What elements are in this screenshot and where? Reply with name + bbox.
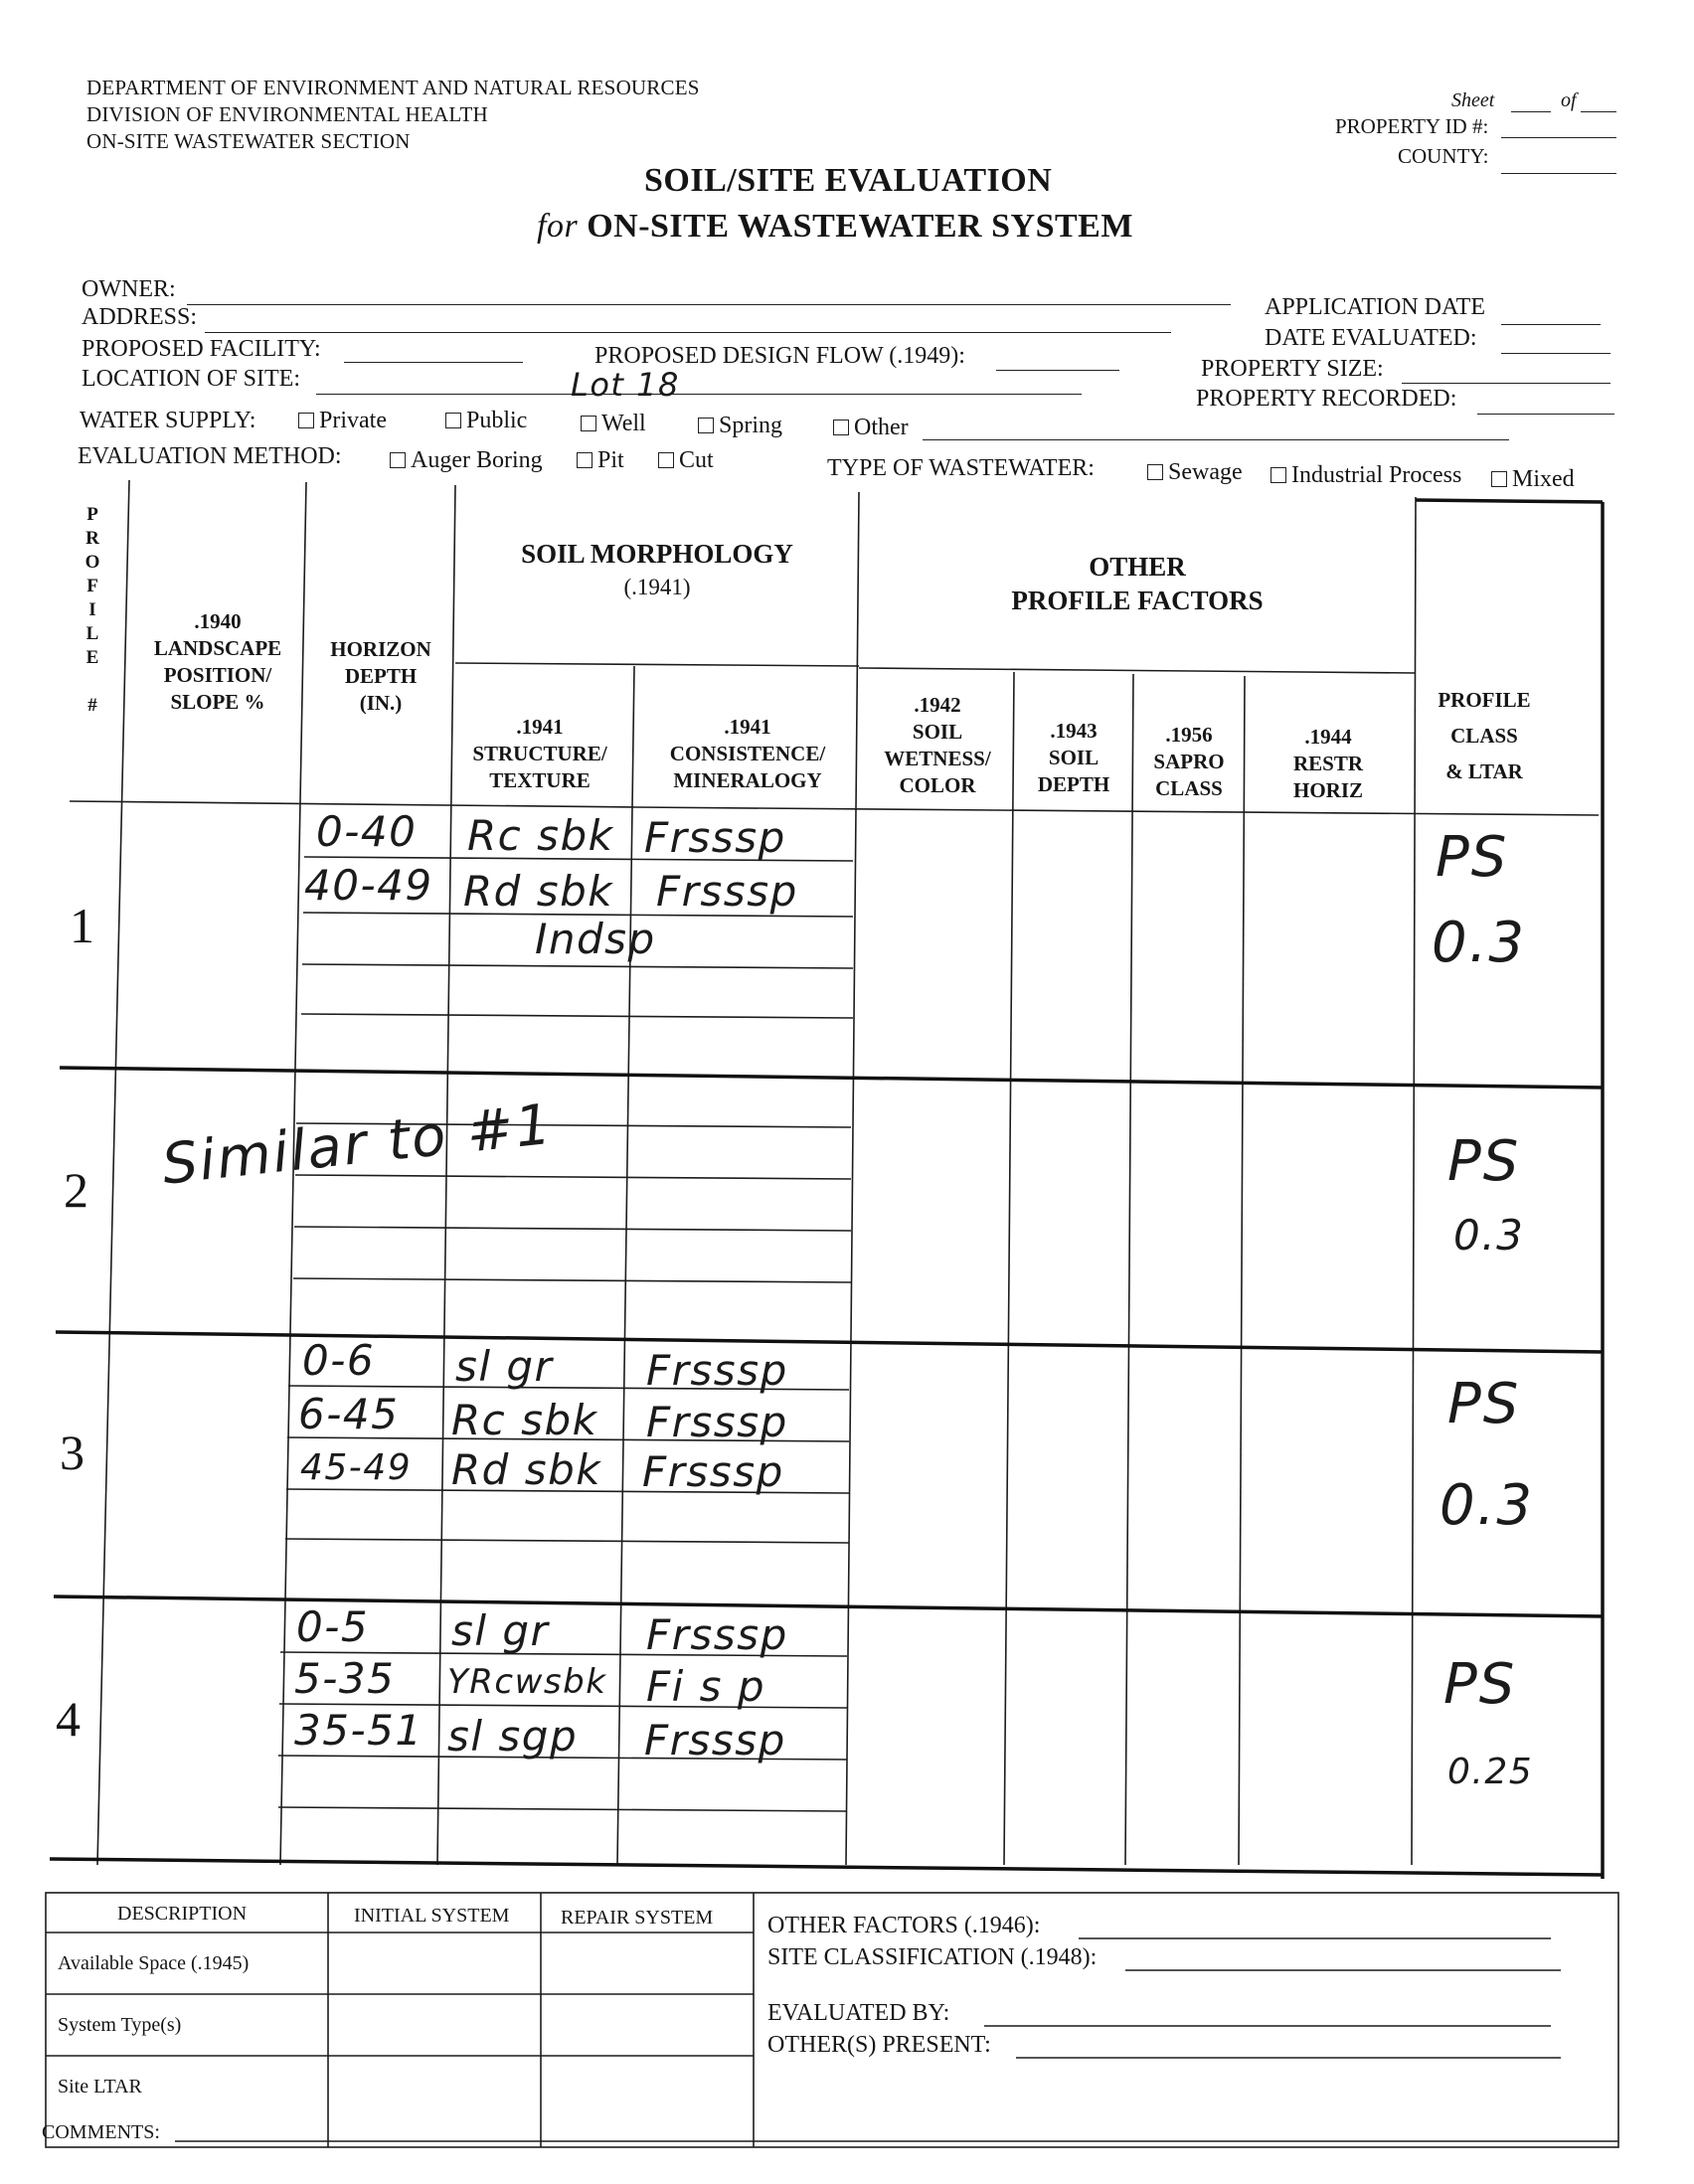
header-line: .1943 <box>1050 719 1098 743</box>
header-letter: L <box>85 623 99 644</box>
site-ltar-label: Site LTAR <box>58 2076 142 2098</box>
design-flow-label: PROPOSED DESIGN FLOW (.1949): <box>594 343 965 369</box>
structure-texture: sl gr <box>455 1342 554 1391</box>
option-label: Industrial Process <box>1291 462 1462 488</box>
header-letter: I <box>88 599 96 620</box>
sheet-of-label: of <box>1561 89 1577 111</box>
available-space-label: Available Space (.1945) <box>58 1952 250 1974</box>
option-label: Pit <box>597 447 624 473</box>
agency-line-3: ON-SITE WASTEWATER SECTION <box>86 129 411 153</box>
property-id-label: PROPERTY ID #: <box>1335 114 1489 138</box>
header-line: .1941 <box>516 715 564 739</box>
evaluation-method-label: EVALUATION METHOD: <box>78 443 342 469</box>
profile-ltar: 0.25 <box>1447 1752 1534 1792</box>
profile-class: PS <box>1436 825 1509 890</box>
header-line: DEPTH <box>1037 772 1110 796</box>
landscape-header <box>131 608 304 716</box>
consistence-mineralogy: Fi s p <box>646 1662 766 1711</box>
site-classification-label: SITE CLASSIFICATION (.1948): <box>767 1944 1098 1970</box>
form-subtitle-prefix: for <box>537 208 579 245</box>
option-label: Auger Boring <box>411 447 543 473</box>
initial-system-header: INITIAL SYSTEM <box>354 1905 510 1927</box>
header-line: TEXTURE <box>489 768 591 792</box>
structure-texture: Rc sbk <box>451 1396 598 1444</box>
other-profile-factors-header <box>861 550 1414 617</box>
horizon-header <box>308 636 453 717</box>
header-line: CLASS <box>1155 776 1223 800</box>
profile-ltar: 0.3 <box>1440 1473 1535 1538</box>
water-supply-label: WATER SUPPLY: <box>80 408 256 433</box>
consistence-mineralogy: Frsssp <box>646 1610 788 1659</box>
header-line: CONSISTENCE/ <box>669 742 826 765</box>
repair-system-header: REPAIR SYSTEM <box>561 1907 714 1929</box>
profile-class-header <box>1418 682 1551 789</box>
header-line: SOIL <box>1048 746 1100 769</box>
header-line: .1942 <box>914 693 961 717</box>
structure-texture: Rd sbk <box>463 867 614 916</box>
form-subtitle-text: ON-SITE WASTEWATER SYSTEM <box>587 208 1133 245</box>
profile-number-1: 1 <box>70 898 94 953</box>
sheet-label: Sheet <box>1451 89 1495 111</box>
consistence-mineralogy: Frsssp <box>656 867 798 916</box>
horizon-depth: 5-35 <box>294 1654 396 1703</box>
horizon-depth: 0-6 <box>302 1336 376 1385</box>
profile-column-header <box>78 503 107 718</box>
consistence-mineralogy: Frsssp <box>646 1346 788 1395</box>
header-line: .1940 <box>194 609 242 633</box>
header-line: DEPTH <box>344 664 418 688</box>
horizon-depth: 40-49 <box>304 861 433 910</box>
option-label: Other <box>854 415 909 440</box>
header-line: SOIL <box>912 720 963 744</box>
structure-texture: Indsp <box>535 915 656 963</box>
header-line: & LTAR <box>1445 759 1523 783</box>
header-line: SOIL MORPHOLOGY <box>521 539 793 569</box>
property-recorded-label: PROPERTY RECORDED: <box>1196 386 1457 412</box>
header-line: HORIZON <box>330 637 431 661</box>
header-letter: P <box>86 504 98 525</box>
header-line: RESTR <box>1292 752 1364 775</box>
consistence-mineralogy: Frsssp <box>644 1716 786 1764</box>
structure-texture: sl gr <box>451 1606 550 1655</box>
date-evaluated-label: DATE EVALUATED: <box>1265 325 1477 351</box>
agency-line-1: DEPARTMENT OF ENVIRONMENT AND NATURAL RESOURCES <box>86 76 700 99</box>
profile-number-4: 4 <box>56 1691 81 1747</box>
horizon-depth: 0-5 <box>296 1602 370 1651</box>
option-label: Spring <box>719 413 783 438</box>
horizon-depth: 0-40 <box>316 807 418 856</box>
application-date-label: APPLICATION DATE <box>1265 294 1485 320</box>
header-line: COLOR <box>899 773 976 797</box>
profile-class: PS <box>1443 1652 1517 1717</box>
header-letter: O <box>85 552 100 573</box>
consistence-header <box>640 714 855 794</box>
proposed-facility-label: PROPOSED FACILITY: <box>82 336 321 362</box>
header-line: HORIZ <box>1292 778 1363 802</box>
sapro-class-header <box>1135 722 1243 802</box>
header-line: .1944 <box>1304 725 1352 749</box>
profile-class: PS <box>1447 1129 1521 1194</box>
wetness-header <box>863 692 1012 799</box>
system-type-label: System Type(s) <box>58 2014 182 2036</box>
comments-label: COMMENTS: <box>42 2121 160 2143</box>
soil-depth-header <box>1016 718 1131 798</box>
header-line: WETNESS/ <box>884 747 991 770</box>
header-line: SLOPE % <box>170 690 265 714</box>
others-present-label: OTHER(S) PRESENT: <box>767 2032 991 2058</box>
profile-ltar: 0.3 <box>1432 911 1527 975</box>
structure-texture: Rc sbk <box>467 811 614 860</box>
restr-horiz-header <box>1247 724 1410 804</box>
header-line: (.1941) <box>623 575 691 599</box>
header-line: .1956 <box>1165 723 1213 747</box>
consistence-mineralogy: Frsssp <box>642 1447 784 1496</box>
owner-label: OWNER: <box>82 276 176 302</box>
wastewater-type-label: TYPE OF WASTEWATER: <box>827 455 1095 481</box>
header-letter: E <box>85 647 99 668</box>
header-letter: F <box>86 576 98 596</box>
county-label: COUNTY: <box>1398 144 1489 168</box>
structure-header <box>459 714 620 794</box>
consistence-mineralogy: Frsssp <box>646 1398 788 1446</box>
header-line: CLASS <box>1450 724 1518 748</box>
location-value: Lot 18 <box>571 366 680 404</box>
structure-texture: sl sgp <box>447 1712 579 1761</box>
header-line: OTHER <box>1089 552 1186 582</box>
evaluated-by-label: EVALUATED BY: <box>767 2000 950 2026</box>
header-line: PROFILE <box>1438 688 1531 712</box>
form-title: SOIL/SITE EVALUATION <box>644 162 1053 199</box>
horizon-depth: 45-49 <box>300 1447 413 1488</box>
header-line: STRUCTURE/ <box>472 742 607 765</box>
option-label: Public <box>466 408 528 433</box>
header-line: LANDSCAPE <box>153 636 282 660</box>
header-letter: # <box>87 695 97 716</box>
structure-texture: YRcwsbk <box>447 1662 607 1702</box>
soil-morphology-header <box>457 537 857 604</box>
option-label: Private <box>319 408 387 433</box>
horizon-depth: 35-51 <box>294 1706 424 1755</box>
description-header: DESCRIPTION <box>117 1903 248 1925</box>
header-letter: R <box>85 528 99 549</box>
option-label: Sewage <box>1168 459 1243 485</box>
header-line: PROFILE FACTORS <box>1011 586 1264 615</box>
profile-ltar: 0.3 <box>1453 1211 1525 1260</box>
agency-line-2: DIVISION OF ENVIRONMENTAL HEALTH <box>86 102 488 126</box>
property-size-label: PROPERTY SIZE: <box>1201 356 1384 382</box>
option-label: Cut <box>679 447 714 473</box>
header-line: .1941 <box>724 715 771 739</box>
header-line: (IN.) <box>359 691 403 715</box>
other-factors-label: OTHER FACTORS (.1946): <box>767 1913 1041 1938</box>
option-label: Mixed <box>1512 466 1575 492</box>
consistence-mineralogy: Frsssp <box>644 813 786 862</box>
option-label: Well <box>601 411 646 436</box>
similar-note: Similar to #1 <box>159 1092 557 1198</box>
header-line: POSITION/ <box>163 663 272 687</box>
profile-class: PS <box>1447 1372 1521 1436</box>
location-label: LOCATION OF SITE: <box>82 366 300 392</box>
header-line: SAPRO <box>1153 750 1225 773</box>
profile-number-3: 3 <box>60 1425 85 1480</box>
structure-texture: Rd sbk <box>451 1445 602 1494</box>
address-label: ADDRESS: <box>82 304 198 330</box>
profile-number-2: 2 <box>64 1162 88 1218</box>
header-line: MINERALOGY <box>673 768 822 792</box>
horizon-depth: 6-45 <box>298 1390 400 1438</box>
